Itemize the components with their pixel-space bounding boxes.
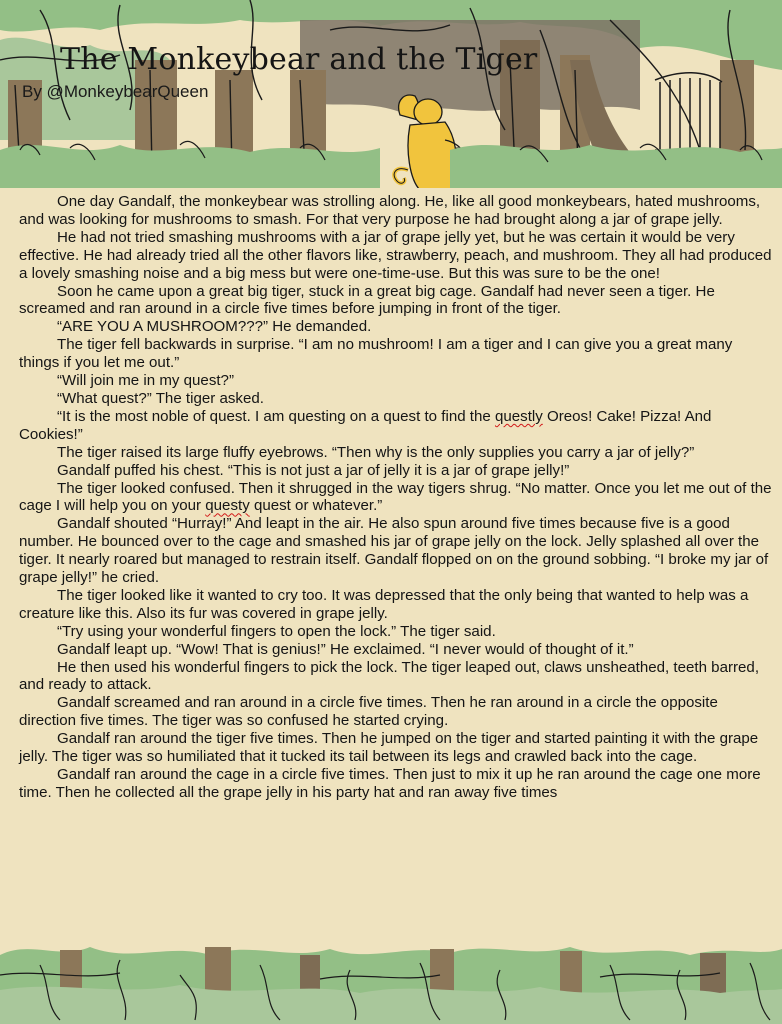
story-paragraph: Gandalf shouted “Hurray!” And leapt in the air. He also spun around five times because five is a good number. He bounced over to the cage and smashed his jar of grape jelly on the lock. Jelly splashed all over the tiger. It nearly roared but managed to restrain itself. Gandalf flopped on on the ground sobbing. “I broke my jar of grape jelly!” he cried. xyxy=(19,515,769,587)
story-paragraph: Gandalf leapt up. “Wow! That is genius!” He exclaimed. “I never would of thought of it.” xyxy=(57,640,634,658)
story-title: The Monkeybear and the Tiger xyxy=(60,42,538,77)
author-byline: By @MonkeybearQueen xyxy=(22,82,209,101)
story-paragraph: Gandalf ran around the tiger five times. Then he jumped on the tiger and started painting it with the grape jelly. The tiger was so humiliated that it tucked its tail between its legs and crawled back into the cage. xyxy=(19,730,759,766)
story-paragraph: “ARE YOU A MUSHROOM???” He demanded. xyxy=(57,318,372,336)
story-paragraph xyxy=(19,408,772,444)
story-paragraph: One day Gandalf, the monkeybear was strolling along. He, like all good monkeybears, hated mushrooms, and was looking for mushrooms to smash. For that very purpose he had brought along a jar of grape jelly. xyxy=(19,193,761,228)
story-paragraph: Gandalf ran around the cage in a circle five times. Then just to mix it up he ran around the cage one more time. Then he collected all the grape jelly in his party hat and ran away five times xyxy=(19,766,761,801)
story-paragraph: Soon he came upon a great big tiger, stuck in a great big cage. Gandalf had never seen a tiger. He screamed and ran around in a circle five times before jumping in front of the tiger. xyxy=(19,282,715,318)
story-body xyxy=(19,193,772,802)
story-paragraph: He then used his wonderful fingers to pick the lock. The tiger leaped out, claws unsheathed, teeth barred, and ready to attack. xyxy=(19,658,760,694)
paragraph-text: The tiger looked confused. Then it shrugged in the way tigers shrug. “No matter. Once you let me out of the cage I will help you on your xyxy=(19,479,772,515)
story-paragraph: “Try using your wonderful fingers to open the lock.” The tiger said. xyxy=(57,622,496,640)
story-paragraph: “Will join me in my quest?” xyxy=(57,372,234,390)
spellcheck-word[interactable]: questy xyxy=(205,497,250,515)
paragraph-text: “It is the most noble of quest. I am questing on a quest to find the xyxy=(57,407,495,425)
paragraph-text: Oreos! Cake! Pizza! And Cookies!” xyxy=(19,407,712,443)
story-paragraph: Gandalf screamed and ran around in a circle five times. Then he ran around in a circle the opposite direction five times. The tiger was so confused he started crying. xyxy=(19,694,718,730)
story-paragraph: He had not tried smashing mushrooms with a jar of grape jelly yet, but he was certain it would be very effective. He had already tried all the other flavors like, strawberry, peach, and mushroom. They all had produced a lovely smashing noise and a big mess but were one-time-use. But this was sure to be the one! xyxy=(19,228,772,282)
paragraph-text: quest or whatever.” xyxy=(249,497,383,515)
story-paragraph: The tiger fell backwards in surprise. “I am no mushroom! I am a tiger and I can give you a great many things if you let me out.” xyxy=(19,336,733,372)
story-paragraph: “What quest?” The tiger asked. xyxy=(57,389,264,407)
story-paragraph: Gandalf puffed his chest. “This is not just a jar of jelly it is a jar of grape jelly!” xyxy=(57,461,570,479)
story-paragraph: The tiger raised its large fluffy eyebrows. “Then why is the only supplies you carry a jar of jelly?” xyxy=(57,443,695,461)
spellcheck-word[interactable]: questly xyxy=(494,407,543,425)
story-paragraph: The tiger looked like it wanted to cry too. It was depressed that the only being that wanted to help was a creature like this. Also its fur was covered in grape jelly. xyxy=(19,586,749,622)
story-paragraph xyxy=(19,480,772,516)
bushes-illustration xyxy=(0,935,782,1024)
